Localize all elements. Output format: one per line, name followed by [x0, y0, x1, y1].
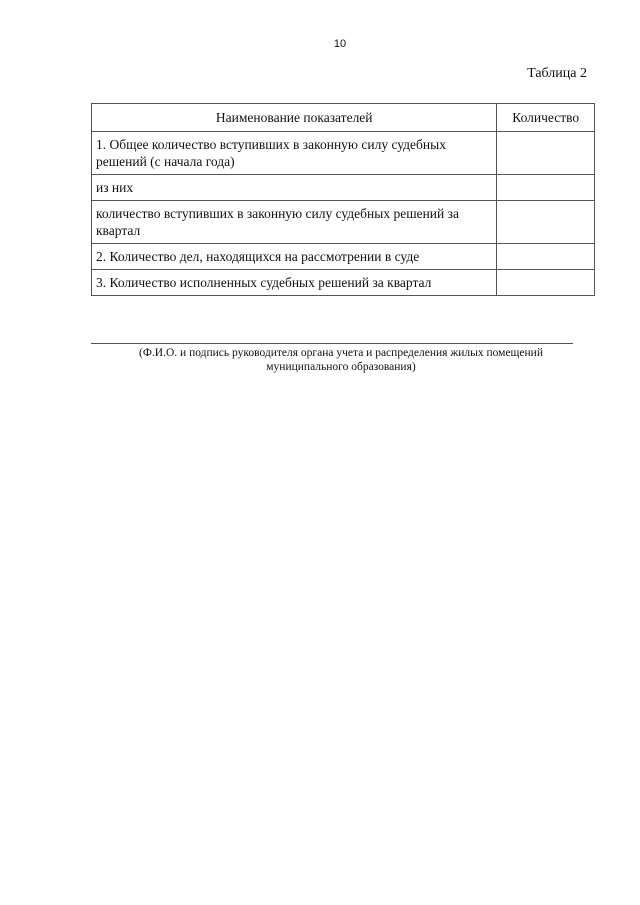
- signature-caption-line1: (Ф.И.О. и подпись руководителя органа учета и распределения жилых помещений: [139, 347, 543, 359]
- row-label: количество вступивших в законную силу судебных решений за квартал: [92, 201, 497, 244]
- row-label: 3. Количество исполненных судебных решений за квартал: [92, 270, 497, 296]
- row-label: 1. Общее количество вступивших в законную силу судебных решений (с начала года): [92, 132, 497, 175]
- row-quantity: [497, 201, 595, 244]
- row-quantity: [497, 132, 595, 175]
- table-row: [92, 175, 595, 201]
- table-header-row: [92, 104, 595, 132]
- signature-caption-line2: муниципального образования): [266, 361, 416, 373]
- header-indicator-name: Наименование показателей: [92, 104, 497, 132]
- signature-caption: [91, 346, 573, 374]
- table-row: [92, 244, 595, 270]
- table-row: [92, 132, 595, 175]
- row-quantity: [497, 270, 595, 296]
- page-number: 10: [333, 38, 347, 50]
- table-caption: Таблица 2: [527, 66, 587, 81]
- row-quantity: [497, 175, 595, 201]
- table-row: [92, 201, 595, 244]
- table-row: [92, 270, 595, 296]
- indicators-table: [91, 103, 595, 296]
- signature-line: [91, 343, 573, 344]
- header-quantity: Количество: [497, 104, 595, 132]
- row-label: из них: [92, 175, 497, 201]
- row-label: 2. Количество дел, находящихся на рассмотрении в суде: [92, 244, 497, 270]
- row-quantity: [497, 244, 595, 270]
